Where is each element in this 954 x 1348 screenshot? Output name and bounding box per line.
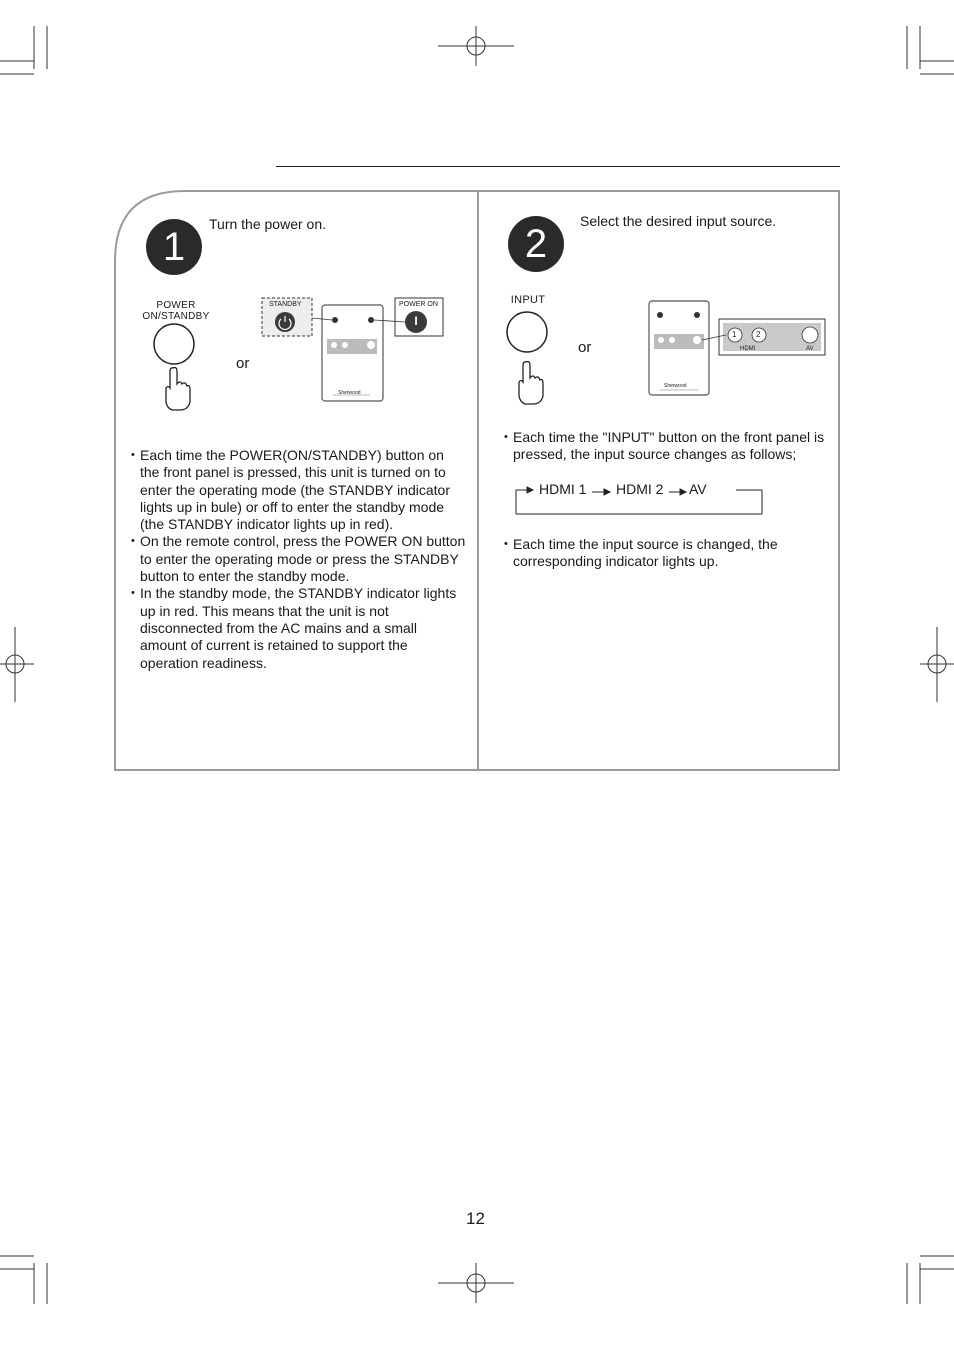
input-button-press-illustration [503, 310, 553, 408]
power-standby-button-icon [154, 324, 194, 364]
flow-arrow-icon [527, 487, 533, 493]
standby-callout-label: STANDBY [269, 301, 302, 308]
av-callout-label: AV [806, 346, 814, 352]
step-1-number: 1 [146, 219, 202, 275]
step-2-note: • Each time the input source is changed, the corresponding indicator lights up. [504, 536, 830, 571]
step-2-or: or [578, 339, 592, 356]
power-on-symbol: I [414, 314, 418, 328]
flow-arrow-icon [604, 489, 610, 495]
input-button-icon [507, 312, 547, 352]
flow-step-hdmi-1: HDMI 1 [539, 481, 587, 497]
flow-step-hdmi-2: HDMI 2 [616, 481, 664, 497]
step-1-or: or [236, 355, 250, 372]
power-button-label: POWER ON/STANDBY [142, 300, 210, 322]
hdmi-callout-label: HDMI [740, 346, 756, 352]
finger-press-icon [519, 362, 543, 405]
step-1-note: • On the remote control, press the POWER ON button to enter the operating mode or press the STANDBY button to enter the standby mode. [131, 533, 467, 585]
page-number: 12 [466, 1209, 485, 1228]
remote-brand-logo-2: Sherwood [664, 383, 687, 389]
power-button-press-illustration [150, 322, 200, 414]
step-1-instruction: Turn the power on. [209, 216, 326, 232]
step-1-notes [131, 447, 467, 672]
step-2-note: • Each time the "INPUT" button on the front panel is pressed, the input source changes as follows; [504, 429, 830, 464]
hdmi-2-callout-label: 2 [756, 330, 761, 339]
finger-press-icon [166, 368, 190, 411]
hdmi-1-callout-label: 1 [732, 330, 737, 339]
step-2-note-1-list [504, 429, 830, 464]
step-2-note-2-list [504, 536, 830, 571]
flow-arrow-icon [680, 489, 686, 495]
remote-brand-logo-1: Sherwood [338, 390, 361, 396]
input-button-label: INPUT [510, 294, 546, 306]
power-on-callout-label: POWER ON [399, 301, 438, 308]
step-1-note: • In the standby mode, the STANDBY indicator lights up in red. This means that the unit is not disconnected from the AC mains and a small amount of current is retained to support the operation readiness. [131, 585, 467, 671]
step-2-number: 2 [508, 216, 564, 272]
flow-step-av: AV [689, 481, 707, 497]
step-2-instruction: Select the desired input source. [580, 213, 777, 229]
step-1-note: • Each time the POWER(ON/STANDBY) button on the front panel is pressed, this unit is turned on to enter the operating mode (the STANDBY indicator lights up in bule) or off to enter the standby mode (the STANDBY indicator lights up in red). [131, 447, 467, 533]
